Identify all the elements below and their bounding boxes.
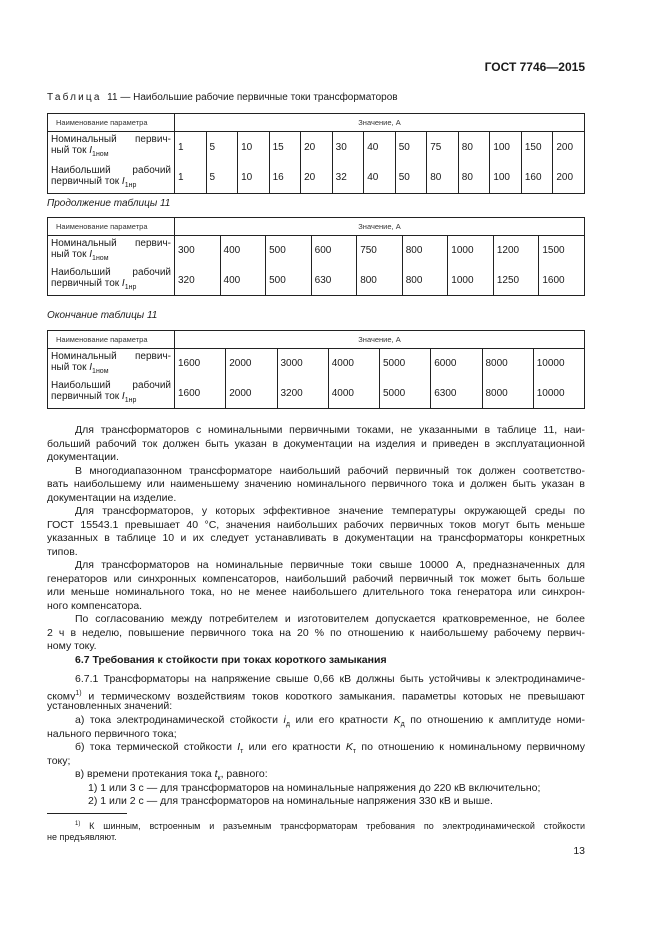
paragraph-line: току;: [47, 754, 71, 767]
value-cell: 500: [266, 236, 312, 266]
paragraph-line: 2 ч в неделю, повышение первичного тока на 20 % по отношению к наибольшему рабочему первич-: [47, 626, 585, 639]
row-label: Номинальный первич-ный ток $I_{1ном}$: [48, 132, 175, 163]
value-cell: 800: [402, 236, 448, 266]
value-cell: 6300: [431, 379, 482, 409]
value-cell: 40: [364, 132, 396, 163]
sub-item-1: 1) 1 или 3 с — для трансформаторов на номинальные напряжения до 220 кВ включительно;: [88, 781, 541, 794]
value-cell: 800: [402, 266, 448, 296]
value-cell: 630: [311, 266, 357, 296]
value-cell: 5: [206, 163, 238, 194]
continued-label: Продолжение таблицы 11: [47, 198, 171, 209]
value-cell: 1600: [539, 266, 585, 296]
value-cell: 800: [357, 266, 403, 296]
value-cell: 20: [301, 132, 333, 163]
table-11-part-2: [47, 217, 585, 296]
paragraph-line: ного компенсатора.: [47, 599, 143, 612]
paragraph-line: скому$^{1)}$ и термическому воздействиям токов короткого замыкания, параметры которых не превышают: [47, 689, 585, 700]
value-cell: 3000: [277, 349, 328, 379]
table-row: [48, 132, 585, 163]
header-param: Наименование параметра: [48, 218, 175, 236]
value-cell: 1250: [493, 266, 539, 296]
value-cell: 16: [269, 163, 301, 194]
value-cell: 200: [553, 132, 585, 163]
list-item-c: в) времени протекания тока $t_к$, равного:: [75, 768, 268, 783]
value-cell: 50: [395, 132, 427, 163]
value-cell: 4000: [328, 379, 379, 409]
paragraph-line: вать наибольшему или наименьшему значению номинального первичного тока и должен быть указан в: [47, 478, 585, 490]
paragraph-line: установленных значений:: [47, 700, 173, 712]
value-cell: 10: [238, 132, 270, 163]
value-cell: 10000: [533, 379, 584, 409]
table-header-row: [48, 331, 585, 349]
paragraph-line: ГОСТ 15543.1 превышает 40 °С, значения наибольших рабочих первичных токов могут быть меньше: [47, 518, 585, 531]
paragraph-line: или меньше номинального тока, но не менее наибольшего длительного тока генератора или синхрон-: [47, 586, 585, 598]
row-label: Наибольший рабочий первичный ток $I_{1нр}$: [48, 163, 175, 194]
table-11-part-1: [47, 113, 585, 194]
table-row: [48, 266, 585, 296]
footnote-rule: [47, 813, 127, 814]
footnote-line: $^{1)}$ К шинным, встроенным и разъемным трансформаторам требования по электродинамической стойкости: [75, 821, 585, 831]
header-param: Наименование параметра: [48, 331, 175, 349]
header-value: Значение, А: [175, 218, 585, 236]
paragraph-line: нального первичного тока;: [47, 727, 177, 740]
value-cell: 2000: [226, 349, 277, 379]
header-value: Значение, А: [175, 331, 585, 349]
value-cell: 75: [427, 132, 459, 163]
end-label: Окончание таблицы 11: [47, 310, 158, 321]
paragraph-line: указанных в таблице 10 и их следует устанавливать в документации на трансформаторы конкретных: [47, 532, 585, 544]
value-cell: 20: [301, 163, 333, 194]
value-cell: 160: [521, 163, 553, 194]
value-cell: 8000: [482, 349, 533, 379]
value-cell: 2000: [226, 379, 277, 409]
section-heading: 6.7 Требования к стойкости при токах короткого замыкания: [75, 654, 387, 666]
value-cell: 30: [332, 132, 364, 163]
paragraph-line: ному току.: [47, 640, 97, 652]
sub-item-2: 2) 1 или 2 с — для трансформаторов на номинальные напряжения 330 кВ и выше.: [88, 795, 493, 807]
value-cell: 5000: [380, 379, 431, 409]
row-label: Номинальный первич-ный ток $I_{1ном}$: [48, 349, 175, 379]
row-label: Наибольший рабочий первичный ток $I_{1нр}$: [48, 266, 175, 296]
footnote-line: не предъявляют.: [47, 832, 117, 842]
value-cell: 1200: [493, 236, 539, 266]
table-caption: Таблица 11 — Наибольшие рабочие первичные токи трансформаторов: [47, 92, 398, 103]
value-cell: 750: [357, 236, 403, 266]
header-param: Наименование параметра: [48, 114, 175, 132]
value-cell: 4000: [328, 349, 379, 379]
value-cell: 1600: [175, 379, 226, 409]
paragraph-line: типов.: [47, 545, 78, 558]
row-label: Наибольший рабочий первичный ток $I_{1нр}$: [48, 379, 175, 409]
paragraph-line: документации.: [47, 451, 119, 463]
value-cell: 100: [490, 163, 522, 194]
value-cell: 80: [427, 163, 459, 194]
value-cell: 600: [311, 236, 357, 266]
value-cell: 400: [220, 266, 266, 296]
value-cell: 40: [364, 163, 396, 194]
page-number: 13: [573, 845, 585, 857]
value-cell: 1000: [448, 236, 494, 266]
table-11-part-3: [47, 330, 585, 409]
value-cell: 500: [266, 266, 312, 296]
header-value: Значение, А: [175, 114, 585, 132]
paragraph-line: По согласованию между потребителем и изготовителем допускается кратковременное, не более: [75, 613, 585, 625]
value-cell: 80: [458, 132, 490, 163]
value-cell: 320: [175, 266, 221, 296]
list-item-b: б) тока термической стойкости $I_т$ или его кратности $K_т$ по отношению к номинальному первичному: [75, 741, 585, 755]
paragraph-line: Для трансформаторов, у которых эффективное значение температуры окружающей среды по: [75, 505, 585, 517]
value-cell: 32: [332, 163, 364, 194]
list-item-a: а) тока электродинамической стойкости $i_д$ или его кратности $K_д$ по отношению к амплитуде номи-: [75, 714, 585, 728]
value-cell: 300: [175, 236, 221, 266]
table-row: [48, 349, 585, 379]
value-cell: 1: [175, 163, 207, 194]
value-cell: 150: [521, 132, 553, 163]
value-cell: 50: [395, 163, 427, 194]
paragraph-line: Для трансформаторов на номинальные первичные токи свыше 10000 А, предназначенных для: [75, 559, 585, 571]
value-cell: 6000: [431, 349, 482, 379]
value-cell: 1500: [539, 236, 585, 266]
table-row: [48, 163, 585, 194]
value-cell: 1000: [448, 266, 494, 296]
paragraph-line: генераторов или синхронных компенсаторов, наибольший рабочий первичный ток может быть больше: [47, 572, 585, 585]
paragraph-line: 6.7.1 Трансформаторы на напряжение свыше 0,66 кВ должны быть устойчивы к электродинамиче-: [75, 673, 585, 685]
value-cell: 10: [238, 163, 270, 194]
value-cell: 80: [458, 163, 490, 194]
value-cell: 400: [220, 236, 266, 266]
table-row: [48, 379, 585, 409]
paragraph-line: Для трансформаторов с номинальными первичными токами, не указанными в таблице 11, наи-: [75, 424, 585, 436]
row-label: Номинальный первич-ный ток $I_{1ном}$: [48, 236, 175, 266]
document-number: ГОСТ 7746—2015: [484, 60, 585, 74]
value-cell: 1600: [175, 349, 226, 379]
value-cell: 1: [175, 132, 207, 163]
paragraph-line: больший рабочий ток должен быть указан в документации на изделия и приведен в эксплуатационной: [47, 437, 585, 450]
paragraph-line: документации на изделие.: [47, 491, 177, 504]
value-cell: 100: [490, 132, 522, 163]
table-header-row: [48, 114, 585, 132]
value-cell: 5: [206, 132, 238, 163]
value-cell: 15: [269, 132, 301, 163]
value-cell: 3200: [277, 379, 328, 409]
value-cell: 5000: [380, 349, 431, 379]
value-cell: 10000: [533, 349, 584, 379]
value-cell: 8000: [482, 379, 533, 409]
value-cell: 200: [553, 163, 585, 194]
table-row: [48, 236, 585, 266]
table-header-row: [48, 218, 585, 236]
paragraph-line: В многодиапазонном трансформаторе наибольший рабочий первичный ток должен соответство-: [75, 464, 585, 477]
